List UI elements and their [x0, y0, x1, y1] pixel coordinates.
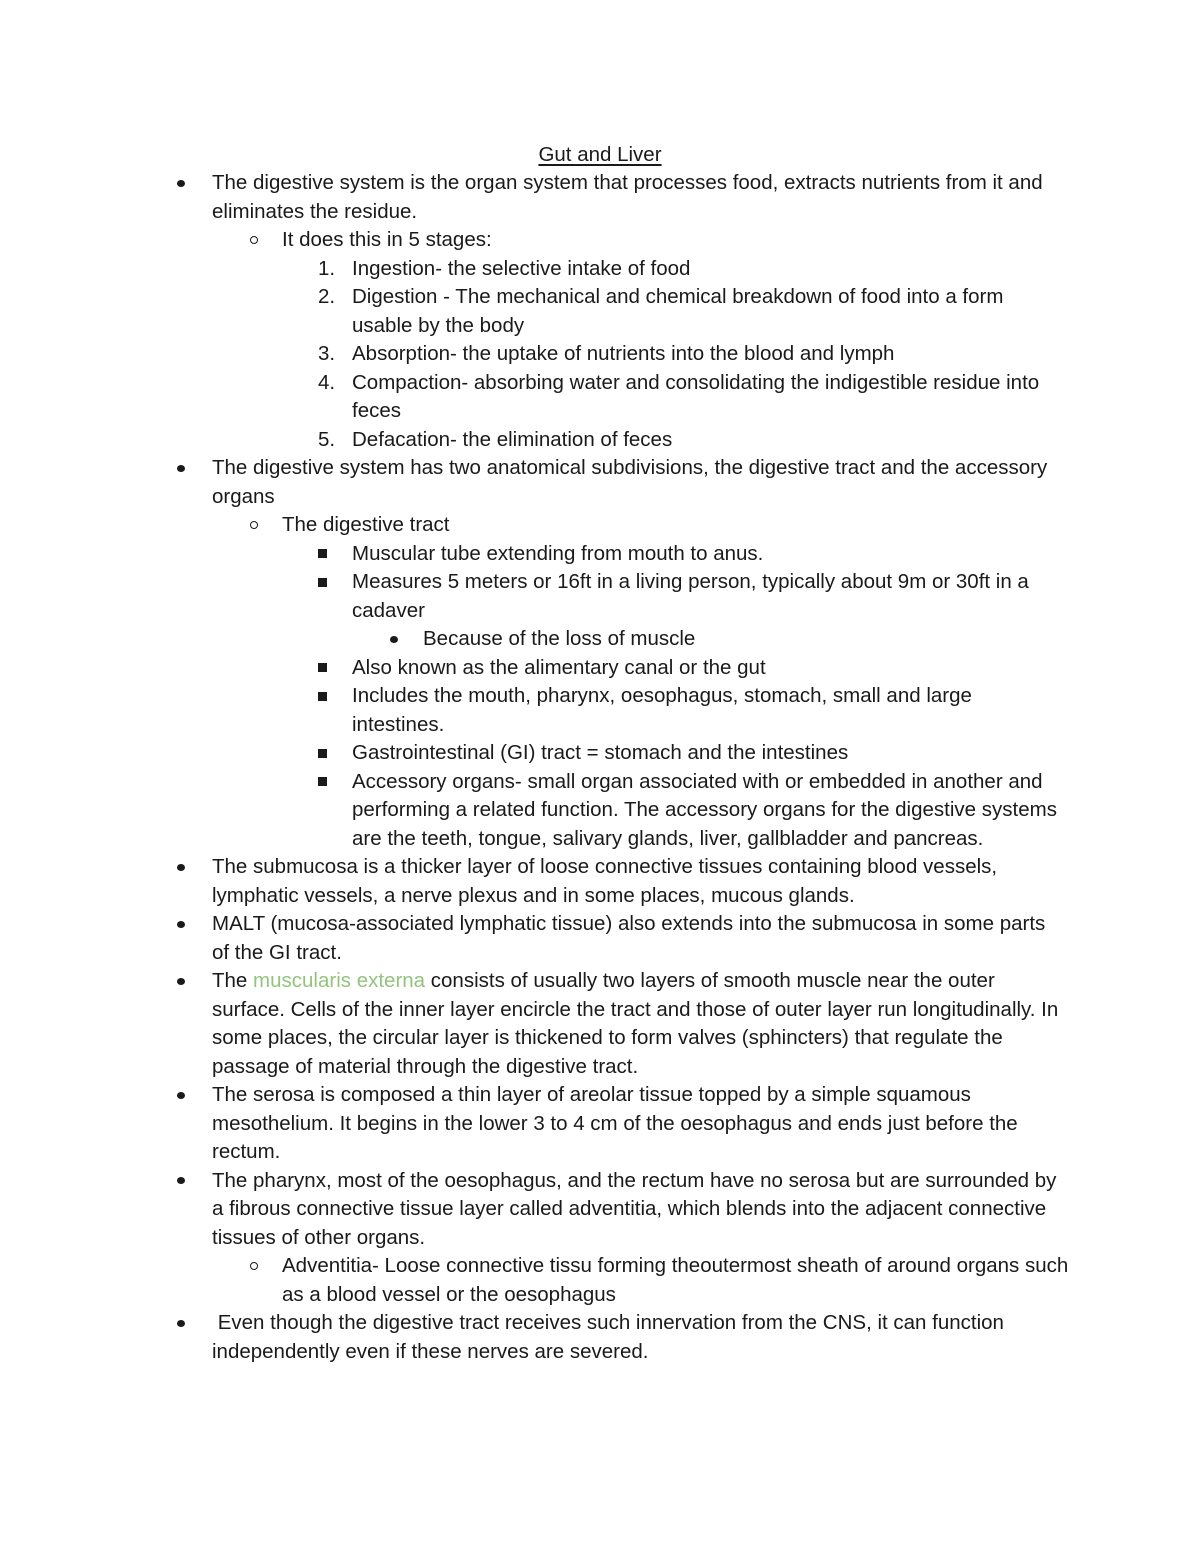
bullet-icon [177, 910, 191, 939]
square-bullet-item [0, 654, 1200, 683]
bullet-icon [177, 1081, 191, 1110]
bullet-item [0, 169, 1200, 226]
list-number: 2. [318, 285, 336, 308]
sub-bullet-text: Adventitia- Loose connective tissu forming theoutermost sheath of around organs such as a blood vessel or the oesophagus [282, 1254, 1069, 1306]
sub-bullet-text: The digestive tract [282, 513, 450, 536]
bullet-item [0, 454, 1200, 511]
deep-bullet-text: Because of the loss of muscle [423, 627, 696, 650]
text-run: The [212, 969, 254, 992]
bullet-item [0, 967, 1200, 1081]
square-bullet-icon [318, 568, 332, 597]
numbered-item [0, 369, 1200, 426]
bullet-text: The serosa is composed a thin layer of areolar tissue topped by a simple squamous mesothelium. It begins in the lower 3 to 4 cm of the oesophagus and ends just before the rectum. [212, 1083, 1018, 1163]
bullet-icon [177, 169, 191, 198]
sub-bullet-item [0, 1252, 1200, 1309]
list-number: 3. [318, 342, 336, 365]
square-bullet-item [0, 540, 1200, 569]
circle-bullet-icon [250, 226, 264, 255]
numbered-item [0, 340, 1200, 369]
bullet-icon [177, 1309, 191, 1338]
bullet-text: The submucosa is a thicker layer of loose connective tissues containing blood vessels, lymphatic vessels, a nerve plexus and in some places, mucous glands. [212, 855, 998, 907]
square-bullet-text: Gastrointestinal (GI) tract = stomach and the intestines [352, 741, 849, 764]
square-bullet-icon [318, 654, 332, 683]
bullet-item [0, 1081, 1200, 1167]
sub-bullet-text: It does this in 5 stages: [282, 228, 492, 251]
bullet-item [0, 853, 1200, 910]
bullet-icon [177, 454, 191, 483]
circle-bullet-icon [250, 511, 264, 540]
square-bullet-text: Measures 5 meters or 16ft in a living person, typically about 9m or 30ft in a cadaver [352, 570, 1029, 622]
document-body [0, 169, 1200, 1366]
square-bullet-text: Muscular tube extending from mouth to anus. [352, 541, 764, 565]
bullet-text: Even though the digestive tract receives such innervation from the CNS, it can function independently even if these nerves are severed. [212, 1311, 1010, 1363]
square-bullet-text: Includes the mouth, pharynx, oesophagus, stomach, small and large intestines. [352, 684, 972, 736]
bullet-icon [177, 853, 191, 882]
list-number: 4. [318, 370, 336, 394]
list-number: 1. [318, 256, 336, 280]
numbered-item [0, 283, 1200, 340]
numbered-item [0, 426, 1200, 455]
document-title: Gut and Liver [538, 143, 662, 166]
square-bullet-item [0, 568, 1200, 625]
bullet-text: The digestive system has two anatomical subdivisions, the digestive tract and the accessory organs [212, 456, 1048, 508]
bullet-icon [177, 1167, 191, 1196]
square-bullet-text: Accessory organs- small organ associated with or embedded in another and performing a related function. The accessory organs for the digestive systems are the teeth, tongue, salivary glands, liver, gallbladder and pancreas. [352, 769, 1057, 850]
square-bullet-text: Also known as the alimentary canal or the gut [352, 655, 766, 679]
bullet-icon [390, 625, 404, 654]
numbered-text: Compaction- absorbing water and consolidating the indigestible residue into feces [352, 370, 1040, 422]
highlighted-term: muscularis externa [253, 969, 426, 992]
square-bullet-icon [318, 768, 332, 797]
bullet-text: MALT (mucosa-associated lymphatic tissue) also extends into the submucosa in some parts of the GI tract. [212, 912, 1046, 964]
sub-bullet-item [0, 511, 1200, 540]
circle-bullet-icon [250, 1252, 264, 1281]
bullet-item [0, 1167, 1200, 1253]
square-bullet-icon [318, 540, 332, 569]
square-bullet-item [0, 682, 1200, 739]
square-bullet-item [0, 768, 1200, 854]
numbered-text: Defacation- the elimination of feces [352, 427, 673, 451]
bullet-text: The digestive system is the organ system that processes food, extracts nutrients from it and eliminates the residue. [212, 171, 1043, 223]
square-bullet-item [0, 739, 1200, 768]
text-run: consists of usually two layers of smooth muscle near the outer surface. Cells of the inner layer encircle the tract and those of outer layer run longitudinally. In some places, the circular layer is thickened to form valves (sphincters) that regulate the passage of material through the digestive tract. [212, 969, 1059, 1078]
square-bullet-icon [318, 682, 332, 711]
numbered-text: Digestion - The mechanical and chemical breakdown of food into a form usable by the body [352, 285, 1004, 337]
bullet-text: The pharynx, most of the oesophagus, and the rectum have no serosa but are surrounded by a fibrous connective tissue layer called adventitia, which blends into the adjacent connective tissues of other organs. [212, 1168, 1057, 1249]
numbered-text: Absorption- the uptake of nutrients into the blood and lymph [352, 342, 895, 365]
sub-bullet-item [0, 226, 1200, 255]
square-bullet-icon [318, 739, 332, 768]
bullet-item [0, 910, 1200, 967]
bullet-item [0, 1309, 1200, 1366]
bullet-icon [177, 967, 191, 996]
bullet-text [212, 967, 1062, 1081]
numbered-text: Ingestion- the selective intake of food [352, 256, 691, 280]
numbered-item [0, 255, 1200, 284]
list-number: 5. [318, 427, 336, 451]
deep-bullet-item [0, 625, 1200, 654]
